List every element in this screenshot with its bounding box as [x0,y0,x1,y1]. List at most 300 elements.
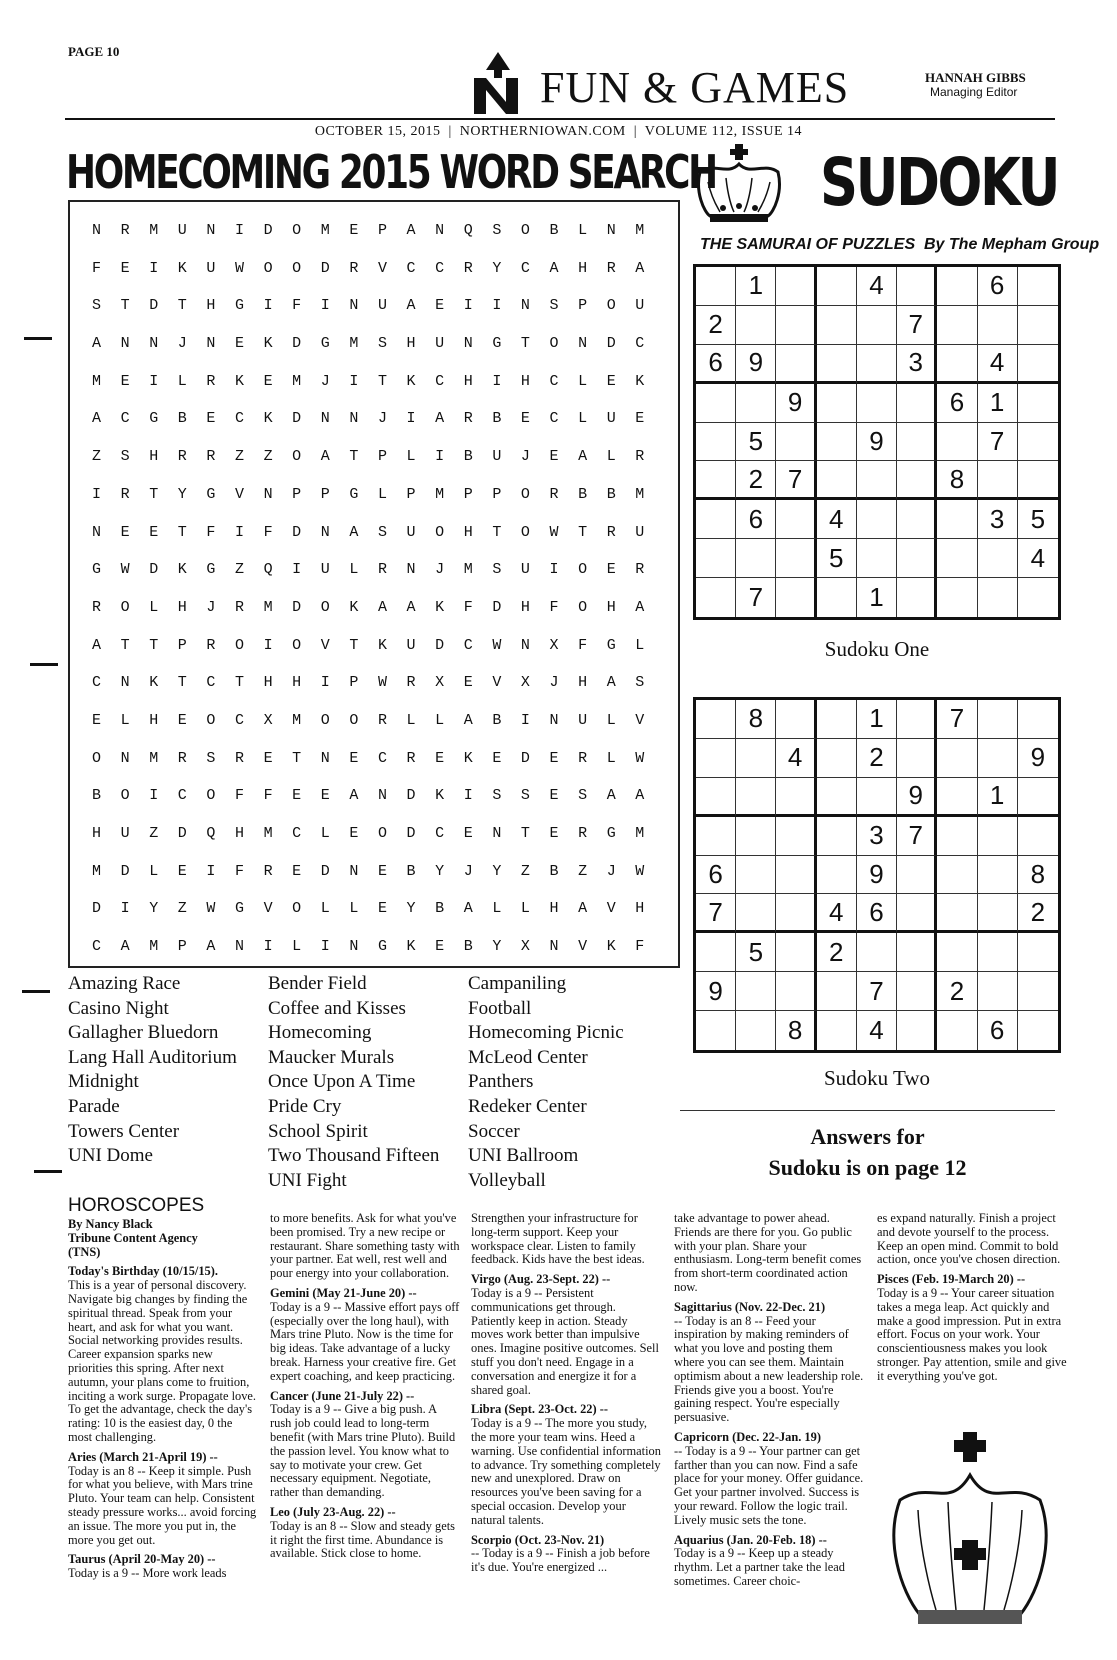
sudoku-cell[interactable] [817,1011,857,1050]
word-search-letter: C [92,674,102,692]
sudoku-cell[interactable] [776,306,816,345]
sudoku-cell: 8 [1018,856,1058,895]
sudoku-cell[interactable] [978,461,1018,500]
word-search-letter: C [549,410,559,428]
sudoku-cell[interactable] [978,739,1018,778]
word-list-item: Lang Hall Auditorium [68,1046,237,1068]
word-list-item: UNI Fight [268,1169,347,1191]
sudoku-cell[interactable] [817,700,857,739]
sudoku-cell[interactable] [897,267,937,306]
word-search-letter: A [578,448,588,466]
word-search-letter: C [520,259,530,277]
sudoku-cell[interactable] [817,578,857,617]
sudoku-cell[interactable] [897,933,937,972]
word-search-row [92,627,664,665]
word-search-letter: B [177,410,187,428]
word-search-letter: N [463,335,473,353]
word-search-letter: G [206,485,216,503]
word-search-letter: T [177,674,187,692]
word-search-letter: A [120,938,130,956]
sudoku-cell[interactable] [857,500,897,539]
word-search-letter: E [377,900,387,918]
word-search-letter: H [234,825,244,842]
word-search-letter: H [578,674,588,692]
word-search-letter: U [206,259,216,277]
sudoku-cell[interactable] [696,817,736,856]
sudoku-cell[interactable] [897,423,937,462]
word-search-letter: U [406,523,416,541]
word-search-letter: P [177,636,187,654]
sudoku-cell[interactable] [937,739,977,778]
word-search-letter: K [435,787,445,805]
sudoku-cell[interactable] [776,856,816,895]
word-search-letter: I [292,561,302,579]
sudoku-cell[interactable] [1018,700,1058,739]
word-search-letter: O [120,787,130,805]
word-search-letter: E [549,448,559,466]
sudoku-cell[interactable] [897,461,937,500]
word-search-letter: T [492,523,502,541]
word-search-letter: Z [263,448,273,466]
sudoku-cell[interactable] [817,972,857,1011]
sudoku-cell[interactable] [937,778,977,817]
word-search-letter: C [549,372,559,390]
word-list-item: Coffee and Kisses [268,997,406,1019]
sudoku-cell[interactable] [1018,933,1058,972]
word-search-letter: M [292,372,302,390]
word-search-letter: N [606,222,616,239]
word-search-letter: Y [492,862,502,880]
word-search-letter: R [406,674,416,692]
horoscope-entry: Sagittarius (Nov. 22-Dec. 21) -- Today is an 8 -- Feed your inspiration by making reminders of what you love and posting them where you can see them. Maintain optimism about a new leadership role. Friends give you a boost. You're gaining respect. You're especially persuasive. [674,1299,864,1425]
sudoku-cell[interactable] [978,539,1018,578]
word-search-letter: P [578,297,588,315]
word-search-letter: K [263,335,273,353]
sudoku-cell[interactable] [978,700,1018,739]
sudoku-cell[interactable] [736,306,776,345]
word-search-letter: E [492,749,502,767]
sudoku-cell: 3 [897,345,937,384]
word-search-letter: P [377,222,387,239]
word-search-letter: D [320,862,330,880]
sudoku-cell[interactable] [736,384,776,423]
word-search-letter: E [635,410,645,428]
sudoku-cell[interactable] [736,778,776,817]
sudoku-cell: 9 [1018,739,1058,778]
word-search-letter: N [520,297,530,315]
sudoku-cell[interactable] [696,267,736,306]
word-search-letter: U [492,448,502,466]
word-search-letter: H [177,598,187,616]
margin-mark [30,663,58,666]
sudoku-cell[interactable] [736,894,776,933]
sudoku-cell[interactable] [696,700,736,739]
sudoku-cell[interactable] [696,1011,736,1050]
word-list-item: Bender Field [268,973,367,994]
word-search-letter: A [349,787,359,805]
sudoku-cell[interactable] [857,539,897,578]
horoscopes-column [877,1212,1067,1390]
sudoku-cell[interactable] [696,739,736,778]
sudoku-cell[interactable] [776,267,816,306]
word-search-letter: I [520,711,530,729]
sudoku-cell[interactable] [937,539,977,578]
word-search-letter: I [149,787,159,805]
crown-illustration-icon [880,1430,1060,1630]
sudoku-cell[interactable] [776,423,816,462]
sudoku-cell[interactable] [736,739,776,778]
word-search-title: HOMECOMING 2015 WORD SEARCH [66,145,716,199]
word-search-letter: O [234,636,244,654]
word-search-letter: S [92,297,102,315]
sudoku-cell[interactable] [897,739,937,778]
sudoku-cell[interactable] [776,817,816,856]
sudoku-cell[interactable] [776,578,816,617]
word-search-letter: P [406,485,416,503]
sudoku-cell: 2 [817,933,857,972]
sudoku-cell[interactable] [937,856,977,895]
sudoku-cell[interactable] [897,972,937,1011]
horoscope-entry: Cancer (June 21-July 22) -- Today is a 9 -- Give a big push. A rush job could lead to long-term benefit (with Mars trine Pluto). Build the passion level. You know what to say to motivate your crew. Get necessary equipment. Negotiate, rather than demanding. [270,1388,456,1500]
word-search-letter: C [463,636,473,654]
horoscopes-column [270,1212,460,1567]
sudoku-cell[interactable] [937,345,977,384]
word-list-item: Casino Night [68,997,169,1019]
word-search-letter: I [463,297,473,315]
sudoku-cell[interactable] [1018,267,1058,306]
word-search-letter: N [406,561,416,579]
sudoku-cell[interactable] [978,894,1018,933]
word-search-letter: E [606,372,616,390]
word-search-letter: A [406,297,416,315]
sudoku-cell[interactable] [1018,817,1058,856]
sudoku-cell[interactable] [937,423,977,462]
word-search-letter: H [578,259,588,277]
word-search-letter: V [377,259,387,277]
sudoku-cell[interactable] [736,972,776,1011]
word-search-letter: K [349,598,359,616]
word-search-grid [68,200,680,968]
sudoku-cell[interactable] [817,345,857,384]
sudoku-cell[interactable] [937,500,977,539]
sudoku-cell[interactable] [817,423,857,462]
word-list-item: Parade [68,1095,120,1117]
sudoku-cell[interactable] [696,539,736,578]
word-search-letter: N [349,938,359,956]
sudoku-cell[interactable] [817,461,857,500]
sudoku-cell[interactable] [696,578,736,617]
sudoku-cell[interactable] [857,933,897,972]
sudoku-cell[interactable] [1018,345,1058,384]
sudoku-cell[interactable] [978,578,1018,617]
word-search-letter: L [406,711,416,729]
word-search-letter: R [606,259,616,277]
sudoku-cell[interactable] [937,267,977,306]
sudoku-cell[interactable] [736,817,776,856]
word-search-letter: G [606,636,616,654]
word-search-letter: G [492,335,502,353]
word-search-letter: D [120,862,130,880]
word-search-letter: A [606,787,616,805]
margin-mark [22,990,50,993]
word-search-letter: B [492,711,502,729]
word-search-letter: M [635,485,645,503]
sudoku-cell: 1 [978,778,1018,817]
word-search-letter: O [263,259,273,277]
sudoku-cell[interactable] [978,856,1018,895]
sudoku-cell[interactable] [776,933,816,972]
word-search-letter: U [120,825,130,842]
word-search-letter: L [435,711,445,729]
sudoku-cell[interactable] [978,817,1018,856]
sudoku-cell[interactable] [857,461,897,500]
word-search-letter: L [377,485,387,503]
word-search-letter: O [520,485,530,503]
sudoku-cell: 1 [857,578,897,617]
sudoku-cell[interactable] [897,894,937,933]
sudoku-cell: 4 [776,739,816,778]
word-search-letter: F [578,636,588,654]
word-search-letter: A [606,674,616,692]
word-search-letter: D [92,900,102,918]
word-list-item: Redeker Center [468,1095,587,1117]
word-search-letter: I [320,297,330,315]
sudoku-cell[interactable] [696,778,736,817]
sudoku-cell[interactable] [776,894,816,933]
sudoku-cell: 6 [978,1011,1018,1050]
word-search-letter: U [377,297,387,315]
word-search-letter: U [320,561,330,579]
word-search-letter: E [92,711,102,729]
word-search-letter: L [120,711,130,729]
word-search-letter: L [578,410,588,428]
word-search-row [92,476,664,514]
sudoku-cell: 1 [857,700,897,739]
word-search-letter: R [206,448,216,466]
word-list-item: Volleyball [468,1169,546,1191]
sudoku-cell[interactable] [1018,1011,1058,1050]
sudoku-cell[interactable] [937,1011,977,1050]
sudoku-cell[interactable] [696,384,736,423]
sudoku-cell[interactable] [696,423,736,462]
word-search-letter: E [292,787,302,805]
word-search-letter: R [206,636,216,654]
word-search-letter: M [149,749,159,767]
word-search-letter: R [606,523,616,541]
word-search-letter: K [177,561,187,579]
sudoku-cell[interactable] [897,700,937,739]
sudoku-cell[interactable] [937,306,977,345]
word-search-letter: S [492,787,502,805]
sudoku-cell[interactable] [937,578,977,617]
sudoku-cell[interactable] [1018,578,1058,617]
sudoku-cell[interactable] [817,384,857,423]
word-search-letter: S [377,523,387,541]
word-search-letter: P [377,448,387,466]
editor-name: HANNAH GIBBS [925,70,1026,85]
word-search-letter: O [206,711,216,729]
sudoku-cell[interactable] [1018,384,1058,423]
word-search-letter: C [92,938,102,956]
word-search-letter: H [520,372,530,390]
sudoku-cell[interactable] [696,461,736,500]
word-search-letter: O [206,787,216,805]
word-search-letter: L [606,711,616,729]
sudoku-cell[interactable] [817,739,857,778]
word-search-letter: T [292,749,302,767]
sudoku-cell: 6 [937,384,977,423]
word-search-letter: I [349,372,359,390]
page-label: PAGE 10 [68,44,120,59]
sudoku-cell[interactable] [978,933,1018,972]
word-search-letter: E [606,561,616,579]
sudoku-cell[interactable] [736,539,776,578]
word-search-letter: I [263,636,273,654]
word-search-letter: R [234,749,244,767]
sudoku-cell[interactable] [978,306,1018,345]
word-search-letter: B [549,862,559,880]
sudoku-cell[interactable] [776,345,816,384]
word-search-letter: U [606,410,616,428]
word-list-item: Two Thousand Fifteen [268,1145,440,1167]
sudoku-cell[interactable] [736,856,776,895]
word-search-letter: I [435,448,445,466]
sudoku-cell[interactable] [776,539,816,578]
horoscope-entry: Capricorn (Dec. 22-Jan. 19) -- Today is a 9 -- Your partner can get farther than you can now. Find a safe place for your money. Offer guidance. Get your partner involved. Success is your reward. Follow the logic trail. Lively music sets the tone. [674,1429,864,1527]
word-search-letter: M [92,372,102,390]
word-search-letter: R [177,448,187,466]
sudoku-cell[interactable] [776,700,816,739]
sudoku-cell[interactable] [776,972,816,1011]
word-search-letter: E [177,711,187,729]
word-search-letter: A [406,222,416,239]
word-search-letter: N [377,787,387,805]
sudoku-cell[interactable] [857,384,897,423]
word-search-letter: S [377,335,387,353]
sudoku-cell: 8 [736,700,776,739]
word-search-letter: N [120,335,130,353]
word-search-letter: D [292,335,302,353]
sudoku-cell[interactable] [1018,306,1058,345]
word-search-letter: X [549,636,559,654]
word-search-letter: W [635,749,645,767]
horoscope-entry: Leo (July 23-Aug. 22) -- Today is an 8 -- Slow and steady gets it right the first time. Abundance is available. Stick close to home. [270,1504,455,1561]
word-search-letter: H [463,523,473,541]
word-search-letter: F [463,598,473,616]
word-search-letter: T [520,825,530,842]
word-search-letter: N [206,335,216,353]
sudoku-cell[interactable] [817,778,857,817]
answers-note [680,1121,1055,1183]
sudoku-cell[interactable] [696,500,736,539]
word-search-letter: R [120,485,130,503]
word-search-letter: F [549,598,559,616]
sudoku-cell[interactable] [937,894,977,933]
word-search-row [92,325,664,363]
word-search-letter: S [120,448,130,466]
word-search-letter: G [349,485,359,503]
sudoku-cell[interactable] [776,778,816,817]
word-search-rows [92,212,664,966]
sudoku-cell[interactable] [857,778,897,817]
word-search-letter: M [349,335,359,353]
word-search-letter: O [377,825,387,842]
sudoku-cell[interactable] [817,817,857,856]
word-search-letter: K [263,410,273,428]
answers-rule [680,1110,1055,1111]
word-search-letter: N [578,335,588,353]
word-search-letter: W [206,900,216,918]
word-search-letter: U [406,636,416,654]
sudoku-cell[interactable] [1018,461,1058,500]
word-search-letter: S [206,749,216,767]
sudoku-cell[interactable] [897,856,937,895]
word-search-letter: V [635,711,645,729]
word-list-item: Midnight [68,1071,139,1093]
sudoku-cell[interactable] [736,1011,776,1050]
sudoku-cell[interactable] [937,817,977,856]
word-search-letter: E [292,862,302,880]
word-list-item: Panthers [468,1071,534,1093]
word-list-item: UNI Dome [68,1145,153,1167]
word-search-letter: E [349,222,359,239]
dateline: OCTOBER 15, 2015 | NORTHERNIOWAN.COM | VOLUME 112, ISSUE 14 [314,124,803,139]
horoscope-entry: es expand naturally. Finish a project and devote yourself to the process. Keep an open mind. Commit to bold action, once you've chosen direction. [877,1211,1061,1267]
sudoku-cell[interactable] [1018,972,1058,1011]
sudoku-cell[interactable] [978,972,1018,1011]
horoscope-entry: Gemini (May 21-June 20) -- Today is a 9 -- Massive effort pays off (especially over the long haul), with Mars trine Pluto. Now is the time for big ideas. Take advantage of a lucky break. Harness your creative fire. Get expert coaching, and keep practicing. [270,1285,460,1383]
word-search-letter: I [492,297,502,315]
sudoku-cell[interactable] [1018,778,1058,817]
word-search-letter: O [320,598,330,616]
word-search-letter: A [549,259,559,277]
word-search-letter: G [606,825,616,842]
word-search-letter: R [578,825,588,842]
sudoku-cell[interactable] [776,500,816,539]
sudoku-cell[interactable] [696,933,736,972]
word-search-letter: O [578,561,588,579]
word-search-letter: U [177,222,187,239]
sudoku-cell[interactable] [857,345,897,384]
sudoku-cell[interactable] [897,1011,937,1050]
horoscope-entry: Today's Birthday (10/15/15). This is a year of personal discovery. Navigate big changes by finding the spiritual thread. Speak from your heart, and ask for what you want. Social networking provides results. Career expansion sparks new priorities this spring. After next autumn, your plans come to fruition, inciting a work surge. Propagate love. To get the advantage, check the day's rating: 10 is the easiest day, 0 the most challenging. [68,1264,256,1444]
word-search-letter: F [234,862,244,880]
word-search-letter: J [377,410,387,428]
sudoku-cell[interactable] [1018,423,1058,462]
word-search-row [92,777,664,815]
sudoku-cell: 9 [736,345,776,384]
word-search-letter: A [206,938,216,956]
sudoku-cell[interactable] [897,539,937,578]
sudoku-cell[interactable] [897,384,937,423]
word-search-letter: W [120,561,130,579]
sudoku-cell: 7 [897,817,937,856]
sudoku-cell[interactable] [817,267,857,306]
word-search-letter: T [149,485,159,503]
word-search-letter: N [206,222,216,239]
sudoku-cell[interactable] [937,933,977,972]
word-search-letter: R [177,749,187,767]
word-search-letter: R [377,711,387,729]
word-search-letter: O [320,711,330,729]
sudoku-cell[interactable] [897,578,937,617]
word-search-letter: N [492,825,502,842]
sudoku-cell[interactable] [857,306,897,345]
sudoku-cell[interactable] [817,306,857,345]
sudoku-cell[interactable] [817,856,857,895]
sudoku-cell[interactable] [897,500,937,539]
word-search-row [92,890,664,928]
